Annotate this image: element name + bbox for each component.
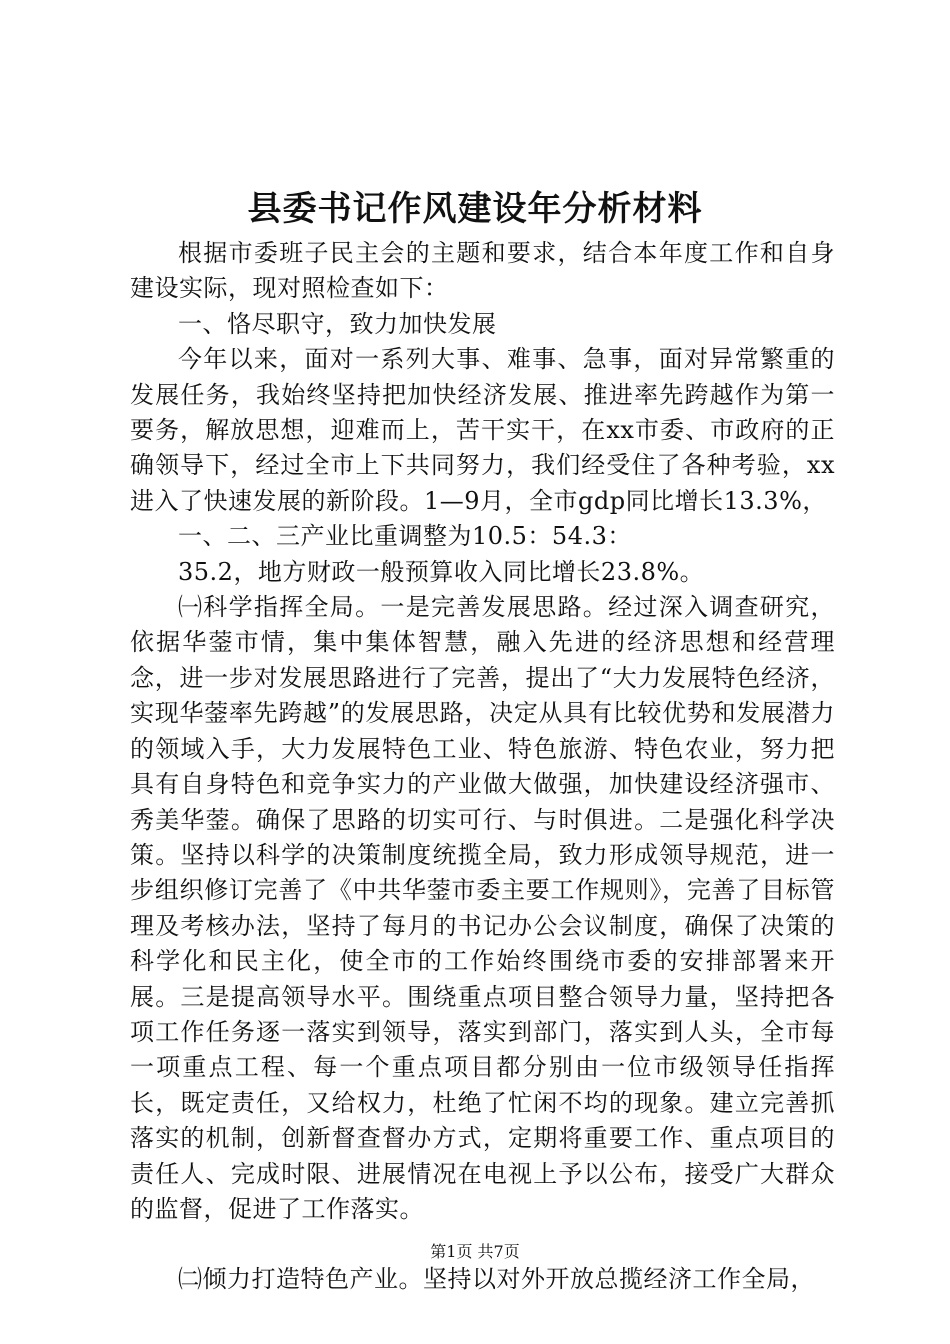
paragraph-intro: 根据市委班子民主会的主题和要求，结合本年度工作和自身建设实际，现对照检查如下： — [130, 239, 835, 303]
paragraph-item-2: ㈡倾力打造特色产业。坚持以对外开放总揽经济工作全局， — [178, 1265, 815, 1294]
document-title: 县委书记作风建设年分析材料 — [247, 189, 703, 229]
document-body — [130, 236, 835, 1298]
paragraph-item-1: ㈠科学指挥全局。一是完善发展思路。经过深入调查研究，依据华蓥市情，集中集体智慧，融入先进的经济思想和经营理念，进一步对发展思路进行了完善，提出了“大力发展特色经济，实现华蓥率先跨越”的发展思路，决定从具有比较优势和发展潜力的领域入手，大力发展特色工业、特色旅游、特色农业，努力把具有自身特色和竞争实力的产业做大做强，加快建设经济强市、秀美华蓥。确保了思路的切实可行、与时俱进。二是强化科学决策。坚持以科学的决策制度统揽全局，致力形成领导规范，进一步组织修订完善了《中共华蓥市委主要工作规则》，完善了目标管理及考核办法，坚持了每月的书记办公会议制度，确保了决策的科学化和民主化，使全市的工作始终围绕市委的安排部署来开展。三是提高领导水平。围绕重点项目整合领导力量，坚持把各项工作任务逐一落实到领导，落实到部门，落实到人头，全市每一项重点工程、每一个重点项目都分别由一位市级领导任指挥长，既定责任，又给权力，杜绝了忙闲不均的现象。建立完善抓落实的机制，创新督查督办方式，定期将重要工作、重点项目的责任人、完成时限、进展情况在电视上予以公布，接受广大群众的监督，促进了工作落实。 — [130, 593, 835, 1223]
page-footer: 第1页 共7页 — [430, 1242, 520, 1261]
paragraph-overview: 今年以来，面对一系列大事、难事、急事，面对异常繁重的发展任务，我始终坚持把加快经济发展、推进率先跨越作为第一要务，解放思想，迎难而上，苦干实干，在xx市委、市政府的正确领导下，经过全市上下共同努力，我们经受住了各种考验，xx进入了快速发展的新阶段。1—9月，全市gdp同比增长13.3%， — [130, 345, 835, 515]
paragraph-industry-ratio: 一、二、三产业比重调整为10.5：54.3： — [178, 522, 632, 551]
section-heading: 一、恪尽职守，致力加快发展 — [178, 309, 497, 338]
paragraph-revenue: 35.2，地方财政一般预算收入同比增长23.8%。 — [178, 557, 705, 586]
